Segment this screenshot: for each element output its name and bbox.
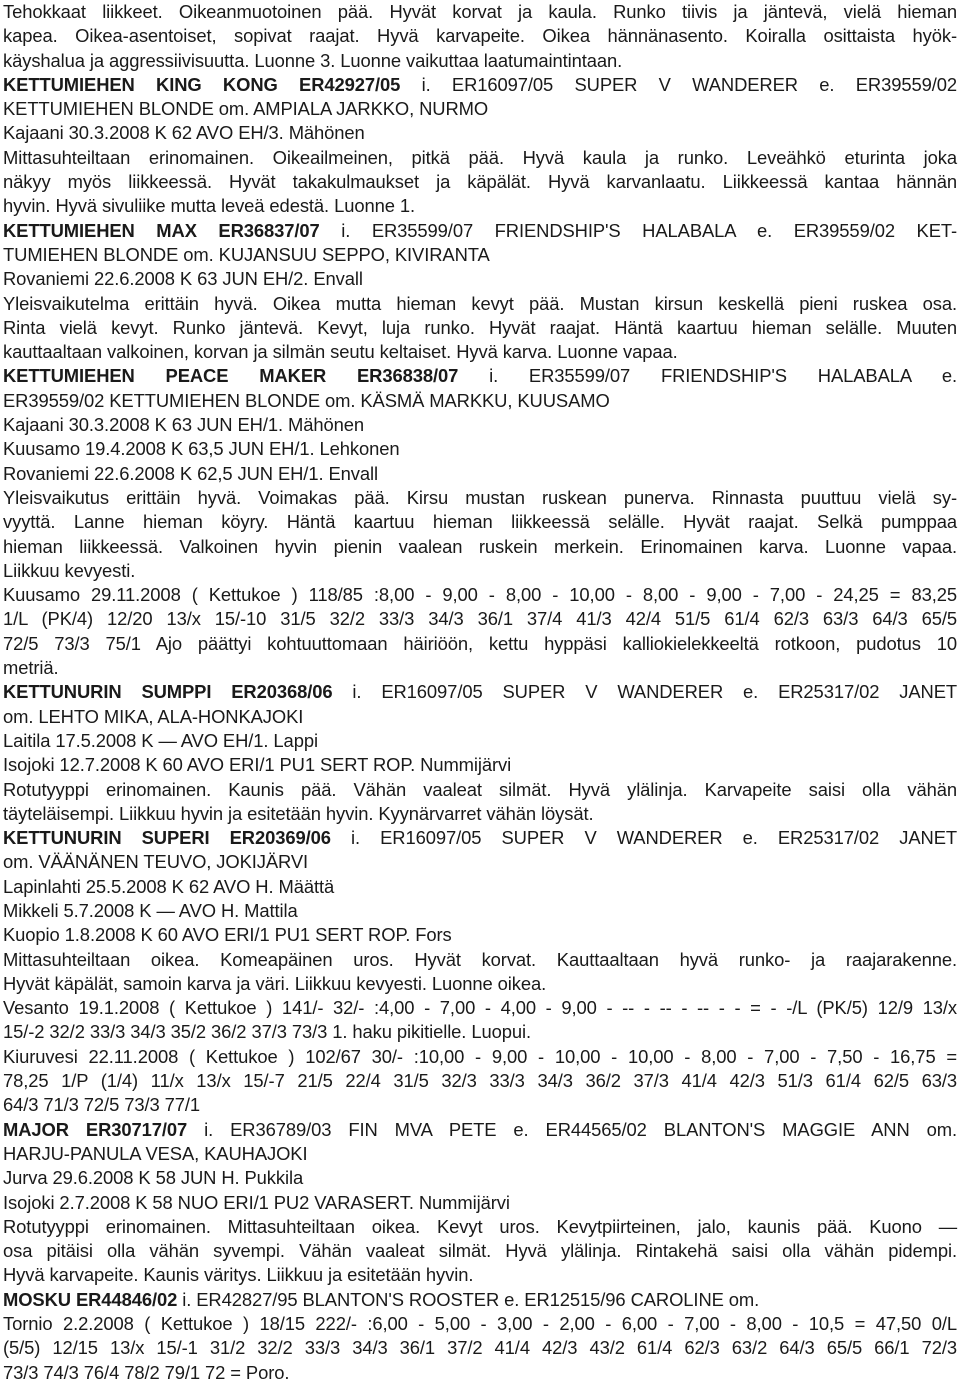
line-text: Tehokkaat liikkeet. Oikeanmuotoinen pää. Hyvät korvat ja kaula. Runko tiivis ja jäntevä, vielä hieman bbox=[3, 1, 957, 22]
text-line bbox=[3, 73, 957, 97]
text-line bbox=[3, 705, 957, 729]
text-line bbox=[3, 778, 957, 802]
line-text: HARJU-PANULA VESA, KAUHAJOKI bbox=[3, 1142, 308, 1164]
line-text: (5/5) 12/15 13/x 15/-1 31/2 32/2 33/3 34/3 36/1 37/2 41/4 42/3 43/2 61/4 62/3 63/2 64/3 65/5 66/1 72/3 bbox=[3, 1337, 957, 1359]
line-text: Kuopio 1.8.2008 K 60 AVO ERI/1 PU1 SERT ROP. Fors bbox=[3, 924, 452, 946]
text-line bbox=[3, 826, 957, 850]
line-text: Mittasuhteiltaan oikea. Komeapäinen uros. Hyvät korvat. Kauttaaltaan hyvä runko- ja raajarakenne. bbox=[3, 948, 957, 970]
dog-name-registration: KETTUMIEHEN PEACE MAKER ER36838/07 bbox=[3, 365, 459, 387]
line-text: om. LEHTO MIKA, ALA-HONKAJOKI bbox=[3, 705, 304, 727]
text-line bbox=[3, 413, 957, 437]
text-line bbox=[3, 1288, 957, 1312]
text-line bbox=[3, 729, 957, 753]
text-line bbox=[3, 389, 957, 413]
line-text: Jurva 29.6.2008 K 58 JUN H. Pukkila bbox=[3, 1167, 304, 1189]
line-text: ER39559/02 KETTUMIEHEN BLONDE om. KÄSMÄ MARKKU, KUUSAMO bbox=[3, 389, 610, 411]
text-line bbox=[3, 146, 957, 170]
line-text: KETTUMIEHEN BLONDE om. AMPIALA JARKKO, NURMO bbox=[3, 98, 489, 120]
line-text: 78,25 1/P (1/4) 11/x 13/x 15/-7 21/5 22/4 31/5 32/3 33/3 34/3 36/2 37/3 41/4 42/3 51/3 61/4 62/5 63/3 bbox=[3, 1070, 957, 1092]
text-line bbox=[3, 1215, 957, 1239]
text-line bbox=[3, 850, 957, 874]
text-line bbox=[3, 1069, 957, 1093]
text-line bbox=[3, 1312, 957, 1336]
text-line bbox=[3, 364, 957, 388]
text-line bbox=[3, 340, 957, 364]
text-line bbox=[3, 437, 957, 461]
text-line bbox=[3, 510, 957, 534]
line-text: Liikkuu kevyesti. bbox=[3, 559, 136, 581]
text-line bbox=[3, 1191, 957, 1215]
text-line bbox=[3, 316, 957, 340]
dog-name-registration: MAJOR ER30717/07 bbox=[3, 1118, 188, 1140]
line-text: Mikkeli 5.7.2008 K — AVO H. Mattila bbox=[3, 899, 298, 921]
line-text: hieman liikkeessä. Valkoinen hyvin pienin vaalean ruskein merkein. Erinomainen karva. Luonne vapaa. bbox=[3, 535, 957, 557]
line-text: kauttaaltaan valkoinen, korvan ja silmän seutu keltaiset. Hyvä karva. Luonne vapaa. bbox=[3, 341, 678, 363]
line-text: Mittasuhteiltaan erinomainen. Oikeailmeinen, pitkä pää. Hyvä kaula ja runko. Leveähkö eturinta joka bbox=[3, 146, 957, 168]
text-line bbox=[3, 121, 957, 145]
text-line bbox=[3, 535, 957, 559]
text-line bbox=[3, 1263, 957, 1287]
line-text: 72/5 73/3 75/1 Ajo päättyi kohtuuttomaan häiriöön, kettu hyppäsi kalliokielekkeeltä rotkoon, pudotus 10 bbox=[3, 632, 957, 654]
text-line bbox=[3, 24, 957, 48]
line-text: Laitila 17.5.2008 K — AVO EH/1. Lappi bbox=[3, 729, 318, 751]
line-text: Kuusamo 19.4.2008 K 63,5 JUN EH/1. Lehkonen bbox=[3, 438, 400, 460]
text-line bbox=[3, 559, 957, 583]
text-line bbox=[3, 656, 957, 680]
line-text: Yleisvaikutelma erittäin hyvä. Oikea mutta hieman kevyt pää. Mustan kirsun keskellä pieni ruskea osa. bbox=[3, 292, 957, 314]
text-line bbox=[3, 899, 957, 923]
dog-name-registration: KETTUMIEHEN KING KONG ER42927/05 bbox=[3, 73, 401, 95]
line-text: Isojoki 12.7.2008 K 60 AVO ERI/1 PU1 SERT ROP. Nummijärvi bbox=[3, 754, 512, 776]
line-text: Yleisvaikutus erittäin hyvä. Voimakas pää. Kirsu mustan ruskean punerva. Rinnasta puuttuu vielä sy- bbox=[3, 486, 957, 508]
line-text: Kuusamo 29.11.2008 ( Kettukoe ) 118/85 :8,00 - 9,00 - 8,00 - 10,00 - 8,00 - 9,00 - 7,00 - 24,25 = 83,25 bbox=[3, 584, 957, 606]
text-line bbox=[3, 802, 957, 826]
line-text: i. ER35599/07 FRIENDSHIP'S HALABALA e. bbox=[458, 365, 957, 387]
line-text: i. ER16097/05 SUPER V WANDERER e. ER25317/02 JANET bbox=[332, 681, 957, 703]
text-line bbox=[3, 97, 957, 121]
text-line bbox=[3, 583, 957, 607]
line-text: Rinta vielä kevyt. Runko jäntevä. Kevyt, luja runko. Hyvät raajat. Häntä kaartuu hieman selälle. Muuten bbox=[3, 316, 957, 338]
text-line bbox=[3, 219, 957, 243]
line-text: täyteläisempi. Liikkuu hyvin ja esitetään hyvin. Kyynärvarret vähän löysät. bbox=[3, 802, 594, 824]
line-text: i. ER16097/05 SUPER V WANDERER e. ER39559/02 bbox=[400, 73, 957, 95]
text-line bbox=[3, 948, 957, 972]
line-text: vyyttä. Lanne hieman köyry. Häntä kaartuu hieman liikkeessä selälle. Hyvät raajat. Selkä pumppaa bbox=[3, 511, 957, 533]
line-text: osa pitäisi olla vähän syvempi. Vähän vaaleat silmät. Hyvä ylälinja. Rintakehä saisi olla vähän pidempi. bbox=[3, 1240, 957, 1262]
line-text: Hyvät käpälät, samoin karva ja väri. Liikkuu kevyesti. Luonne oikea. bbox=[3, 972, 547, 994]
text-line bbox=[3, 1093, 957, 1117]
text-line bbox=[3, 1336, 957, 1360]
text-line bbox=[3, 1239, 957, 1263]
line-text: Rotutyyppi erinomainen. Mittasuhteiltaan oikea. Kevyt uros. Kevytpiirteinen, jalo, kaunis pää. Kuono — bbox=[3, 1215, 957, 1237]
text-line bbox=[3, 1142, 957, 1166]
text-line bbox=[3, 49, 957, 73]
text-line bbox=[3, 923, 957, 947]
line-text: Rotutyyppi erinomainen. Kaunis pää. Vähän vaaleat silmät. Hyvä ylälinja. Karvapeite saisi olla vähän bbox=[3, 778, 957, 800]
line-text: 64/3 71/3 72/5 73/3 77/1 bbox=[3, 1094, 201, 1116]
line-text: om. VÄÄNÄNEN TEUVO, JOKIJÄRVI bbox=[3, 851, 309, 873]
text-line bbox=[3, 996, 957, 1020]
line-text: metriä. bbox=[3, 657, 59, 679]
dog-name-registration: KETTUMIEHEN MAX ER36837/07 bbox=[3, 219, 320, 241]
text-line bbox=[3, 267, 957, 291]
text-line bbox=[3, 1045, 957, 1069]
text-line bbox=[3, 243, 957, 267]
line-text: hyvin. Hyvä sivuliike mutta leveä edestä. Luonne 1. bbox=[3, 195, 415, 217]
text-line bbox=[3, 680, 957, 704]
text-line bbox=[3, 875, 957, 899]
document-body bbox=[3, 0, 957, 1385]
text-line bbox=[3, 632, 957, 656]
text-line bbox=[3, 486, 957, 510]
line-text: Kajaani 30.3.2008 K 62 AVO EH/3. Mähönen bbox=[3, 122, 365, 144]
dog-name-registration: MOSKU ER44846/02 bbox=[3, 1288, 178, 1310]
line-text: 15/-2 32/2 33/3 34/3 35/2 36/2 37/3 73/3 1. haku pikitielle. Luopui. bbox=[3, 1021, 531, 1043]
text-line bbox=[3, 1166, 957, 1190]
line-text: Kajaani 30.3.2008 K 63 JUN EH/1. Mähönen bbox=[3, 414, 364, 436]
line-text: näkyy myös liikkeessä. Hyvät takakulmaukset ja käpälät. Hyvä karvanlaatu. Liikkeessä kantaa hännän bbox=[3, 171, 957, 193]
line-text: i. ER36789/03 FIN MVA PETE e. ER44565/02 BLANTON'S MAGGIE ANN om. bbox=[187, 1118, 957, 1140]
line-text: Rovaniemi 22.6.2008 K 63 JUN EH/2. Envall bbox=[3, 268, 363, 290]
text-line bbox=[3, 607, 957, 631]
text-line bbox=[3, 1020, 957, 1044]
text-line bbox=[3, 0, 957, 24]
line-text: kapea. Oikea-asentoiset, sopivat raajat. Hyvä karvapeite. Oikea hännänasento. Koiralla osittaista hyök- bbox=[3, 25, 957, 47]
text-line bbox=[3, 1118, 957, 1142]
text-line bbox=[3, 972, 957, 996]
line-text: Vesanto 19.1.2008 ( Kettukoe ) 141/- 32/- :4,00 - 7,00 - 4,00 - 9,00 - -- - -- - -- - - = - -/L (PK/5) 12/9 13/x bbox=[3, 997, 957, 1019]
line-text: Tornio 2.2.2008 ( Kettukoe ) 18/15 222/- :6,00 - 5,00 - 3,00 - 2,00 - 6,00 - 7,00 - 8,00 - 10,5 = 47,50 0/L bbox=[3, 1313, 957, 1335]
line-text: Kiuruvesi 22.11.2008 ( Kettukoe ) 102/67 30/- :10,00 - 9,00 - 10,00 - 10,00 - 8,00 - 7,00 - 7,50 - 16,75 = bbox=[3, 1045, 957, 1067]
dog-name-registration: KETTUNURIN SUPERI ER20369/06 bbox=[3, 827, 331, 849]
text-line bbox=[3, 1361, 957, 1385]
text-line bbox=[3, 753, 957, 777]
line-text: i. ER42827/95 BLANTON'S ROOSTER e. ER12515/96 CAROLINE om. bbox=[177, 1288, 760, 1310]
line-text: TUMIEHEN BLONDE om. KUJANSUU SEPPO, KIVIRANTA bbox=[3, 243, 490, 265]
line-text: i. ER35599/07 FRIENDSHIP'S HALABALA e. ER39559/02 KET- bbox=[319, 219, 958, 241]
line-text: Rovaniemi 22.6.2008 K 62,5 JUN EH/1. Envall bbox=[3, 462, 378, 484]
line-text: Hyvä karvapeite. Kaunis väritys. Liikkuu ja esitetään hyvin. bbox=[3, 1264, 474, 1286]
line-text: 73/3 74/3 76/4 78/2 79/1 72 = Poro. bbox=[3, 1361, 290, 1383]
line-text: Isojoki 2.7.2008 K 58 NUO ERI/1 PU2 VARASERT. Nummijärvi bbox=[3, 1191, 510, 1213]
line-text: i. ER16097/05 SUPER V WANDERER e. ER25317/02 JANET bbox=[330, 827, 957, 849]
text-line bbox=[3, 170, 957, 194]
dog-name-registration: KETTUNURIN SUMPPI ER20368/06 bbox=[3, 681, 333, 703]
text-line bbox=[3, 292, 957, 316]
line-text: käyshalua ja aggressiivisuutta. Luonne 3. Luonne vaikuttaa laatumaintintaan. bbox=[3, 49, 623, 71]
text-line bbox=[3, 462, 957, 486]
line-text: 1/L (PK/4) 12/20 13/x 15/-10 31/5 32/2 33/3 34/3 36/1 37/4 41/3 42/4 51/5 61/4 62/3 63/3 64/3 65/5 bbox=[3, 608, 957, 630]
line-text: Lapinlahti 25.5.2008 K 62 AVO H. Määttä bbox=[3, 875, 335, 897]
text-line bbox=[3, 194, 957, 218]
